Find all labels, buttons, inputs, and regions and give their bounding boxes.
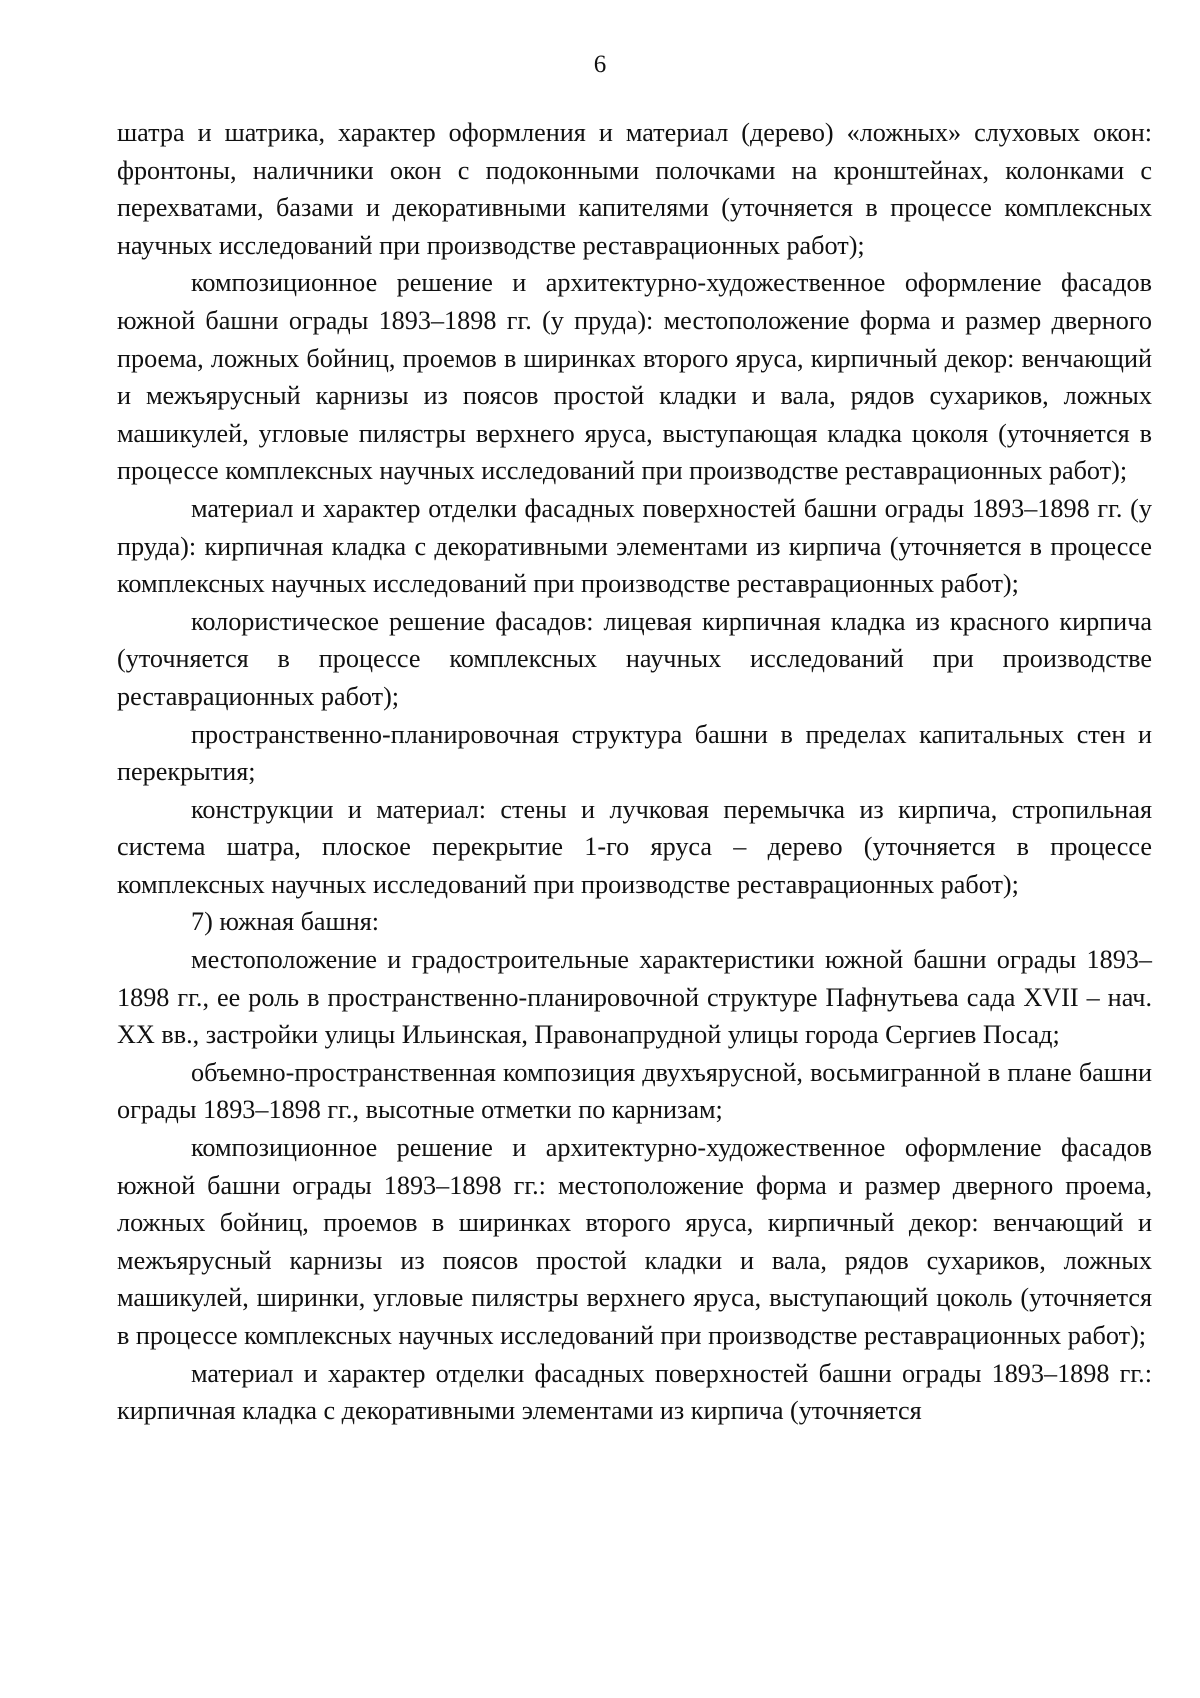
paragraph: материал и характер отделки фасадных поверхностей башни ограды 1893–1898 гг.: кирпичная кладка с декоративными элементами из кирпича (уточняется	[117, 1358, 1152, 1426]
document-body	[117, 114, 1152, 1430]
paragraph: объемно-пространственная композиция двухъярусной, восьмигранной в плане башни ограды 1893–1898 гг., высотные отметки по карнизам;	[117, 1057, 1152, 1125]
paragraph: шатра и шатрика, характер оформления и материал (дерево) «ложных» слуховых окон: фронтоны, наличники окон с подоконными полочками на кронштейнах, колонками с перехватами, базами и декоративными капителями (уточняется в процессе комплексных научных исследований при производстве реставрационных работ);	[117, 118, 1152, 260]
paragraph: композиционное решение и архитектурно-художественное оформление фасадов южной башни ограды 1893–1898 гг. (у пруда): местоположение форма и размер дверного проема, ложных бойниц, проемов в ширинках второго яруса, кирпичный декор: венчающий и межъярусный карнизы из поясов простой кладки и вала, рядов сухариков, ложных машикулей, угловые пилястры верхнего яруса, выступающая кладка цоколя (уточняется в процессе комплексных научных исследований при производстве реставрационных работ);	[117, 268, 1152, 486]
paragraph: конструкции и материал: стены и лучковая перемычка из кирпича, стропильная система шатра, плоское перекрытие 1-го яруса – дерево (уточняется в процессе комплексных научных исследований при производстве реставрационных работ);	[117, 794, 1152, 899]
paragraph: композиционное решение и архитектурно-художественное оформление фасадов южной башни ограды 1893–1898 гг.: местоположение форма и размер дверного проема, ложных бойниц, проемов в ширинках второго яруса, кирпичный декор: венчающий и межъярусный карнизы из поясов простой кладки и вала, рядов сухариков, ложных машикулей, ширинки, угловые пилястры верхнего яруса, выступающий цоколь (уточняется в процессе комплексных научных исследований при производстве реставрационных работ);	[117, 1133, 1152, 1350]
paragraph: местоположение и градостроительные характеристики южной башни ограды 1893–1898 гг., ее роль в пространственно-планировочной структуре Пафнутьева сада XVII – нач. XX вв., застройки улицы Ильинская, Правонапрудной улицы города Сергиев Посад;	[117, 945, 1152, 1050]
paragraph: пространственно-планировочная структура башни в пределах капитальных стен и перекрытия;	[117, 719, 1152, 787]
list-item-heading: 7) южная башня:	[191, 907, 380, 937]
page-number: 6	[593, 51, 607, 78]
paragraph: материал и характер отделки фасадных поверхностей башни ограды 1893–1898 гг. (у пруда): кирпичная кладка с декоративными элементами из кирпича (уточняется в процессе комплексных научных исследований при производстве реставрационных работ);	[117, 493, 1152, 599]
paragraph: колористическое решение фасадов: лицевая кирпичная кладка из красного кирпича (уточняется в процессе комплексных научных исследований при производстве реставрационных работ);	[117, 606, 1152, 711]
